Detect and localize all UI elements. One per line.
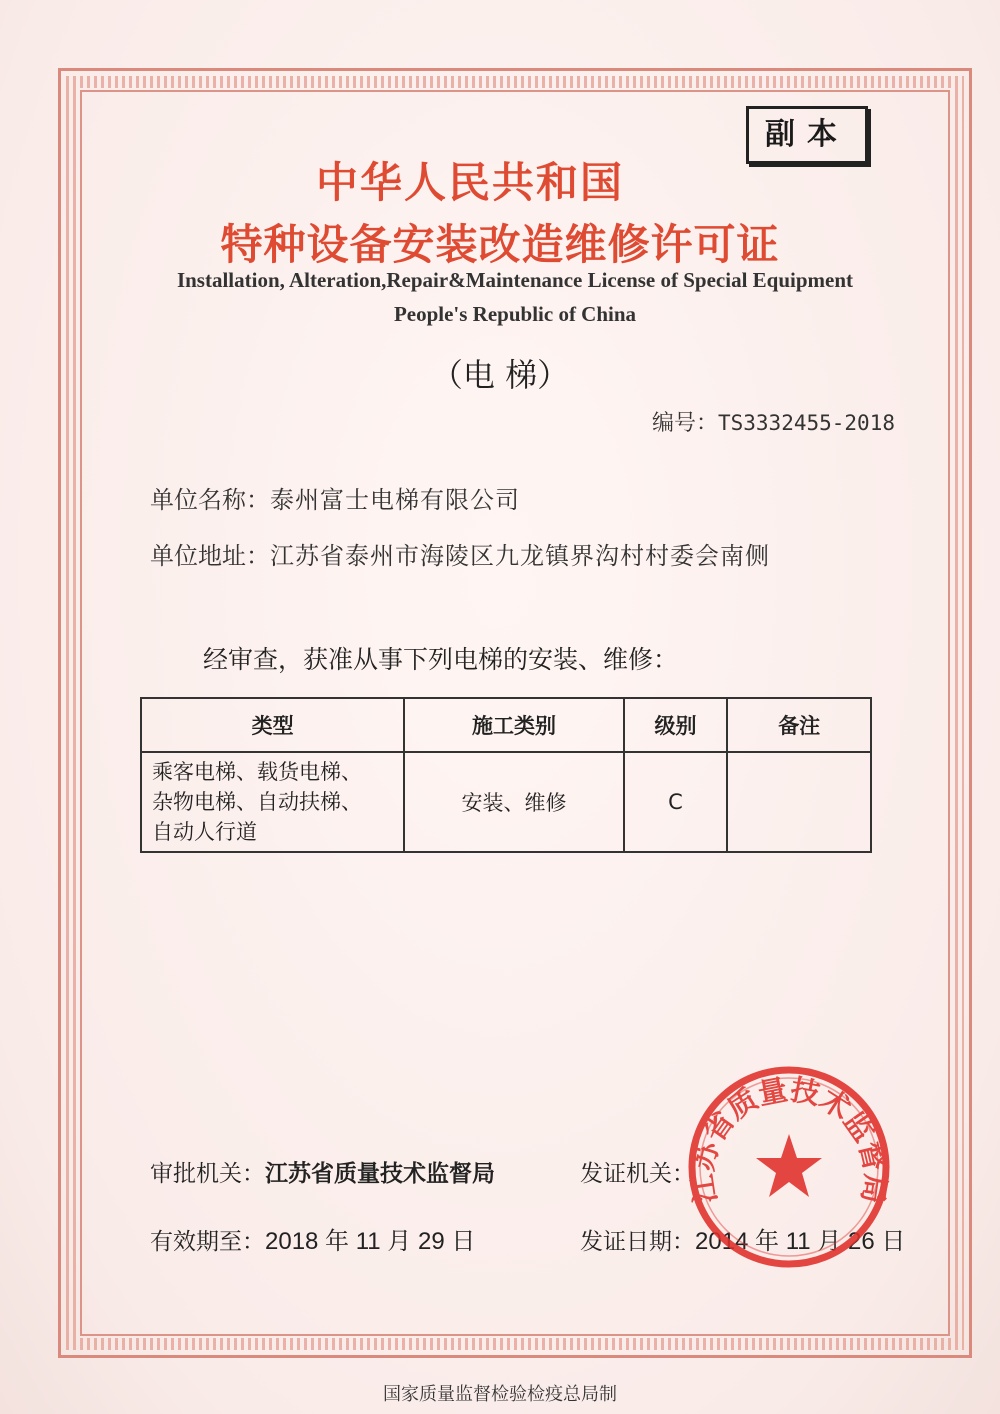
issue-date	[580, 1221, 905, 1256]
unit-name-field	[150, 480, 520, 515]
valid-until-value: 2018 年 11 月 29 日	[265, 1228, 476, 1255]
title-english-line1: Installation, Alteration,Repair&Maintenance License of Special Equipment	[176, 268, 854, 292]
approving-authority	[150, 1155, 495, 1188]
header-type: 类型	[141, 698, 404, 752]
copy-stamp-box: 副本	[746, 106, 868, 164]
issue-date-label: 发证日期：	[580, 1229, 695, 1255]
type-line: 乘客电梯、载货电梯、	[152, 760, 362, 784]
serial-value: TS3332455-2018	[717, 411, 895, 435]
seal-text: 江苏省质量技术监督局	[684, 1072, 894, 1206]
cell-type	[141, 752, 404, 852]
approving-authority-label: 审批机关：	[150, 1161, 265, 1187]
printer-note: 国家质量监督检验检疫总局制	[383, 1384, 617, 1405]
valid-until-label: 有效期至：	[150, 1229, 265, 1255]
scope-table-row	[141, 752, 871, 852]
unit-address-value: 江苏省泰州市海陵区九龙镇界沟村村委会南侧	[270, 542, 770, 570]
title-license-name: 特种设备安装改造维修许可证	[220, 220, 780, 269]
serial-number	[652, 406, 895, 437]
issuing-authority-label: 发证机关：	[580, 1161, 695, 1187]
unit-name-value: 泰州富士电梯有限公司	[270, 486, 520, 514]
cell-work-category: 安装、维修	[404, 752, 623, 852]
cell-remarks	[727, 752, 871, 852]
type-line: 自动人行道	[152, 820, 257, 844]
issue-date-value: 2014 年 11 月 26 日	[695, 1228, 906, 1255]
cell-grade: C	[624, 752, 728, 852]
serial-label: 编号：	[651, 411, 718, 436]
equipment-category: （电 梯）	[430, 356, 570, 394]
unit-name-label: 单位名称：	[150, 486, 270, 514]
header-grade: 级别	[624, 698, 728, 752]
type-line: 杂物电梯、自动扶梯、	[152, 790, 362, 814]
approval-statement: 经审查，获准从事下列电梯的安装、维修：	[203, 645, 679, 674]
title-country: 中华人民共和国	[315, 158, 624, 207]
unit-address-field	[150, 536, 770, 571]
scope-table-header-row	[141, 698, 871, 752]
issuing-authority	[580, 1155, 695, 1188]
valid-until	[150, 1221, 475, 1256]
approving-authority-value: 江苏省质量技术监督局	[265, 1161, 495, 1187]
unit-address-label: 单位地址：	[150, 542, 270, 570]
header-work-category: 施工类别	[404, 698, 623, 752]
title-english-line2: People's Republic of China	[393, 302, 637, 326]
header-remarks: 备注	[727, 698, 871, 752]
scope-table	[140, 697, 872, 853]
